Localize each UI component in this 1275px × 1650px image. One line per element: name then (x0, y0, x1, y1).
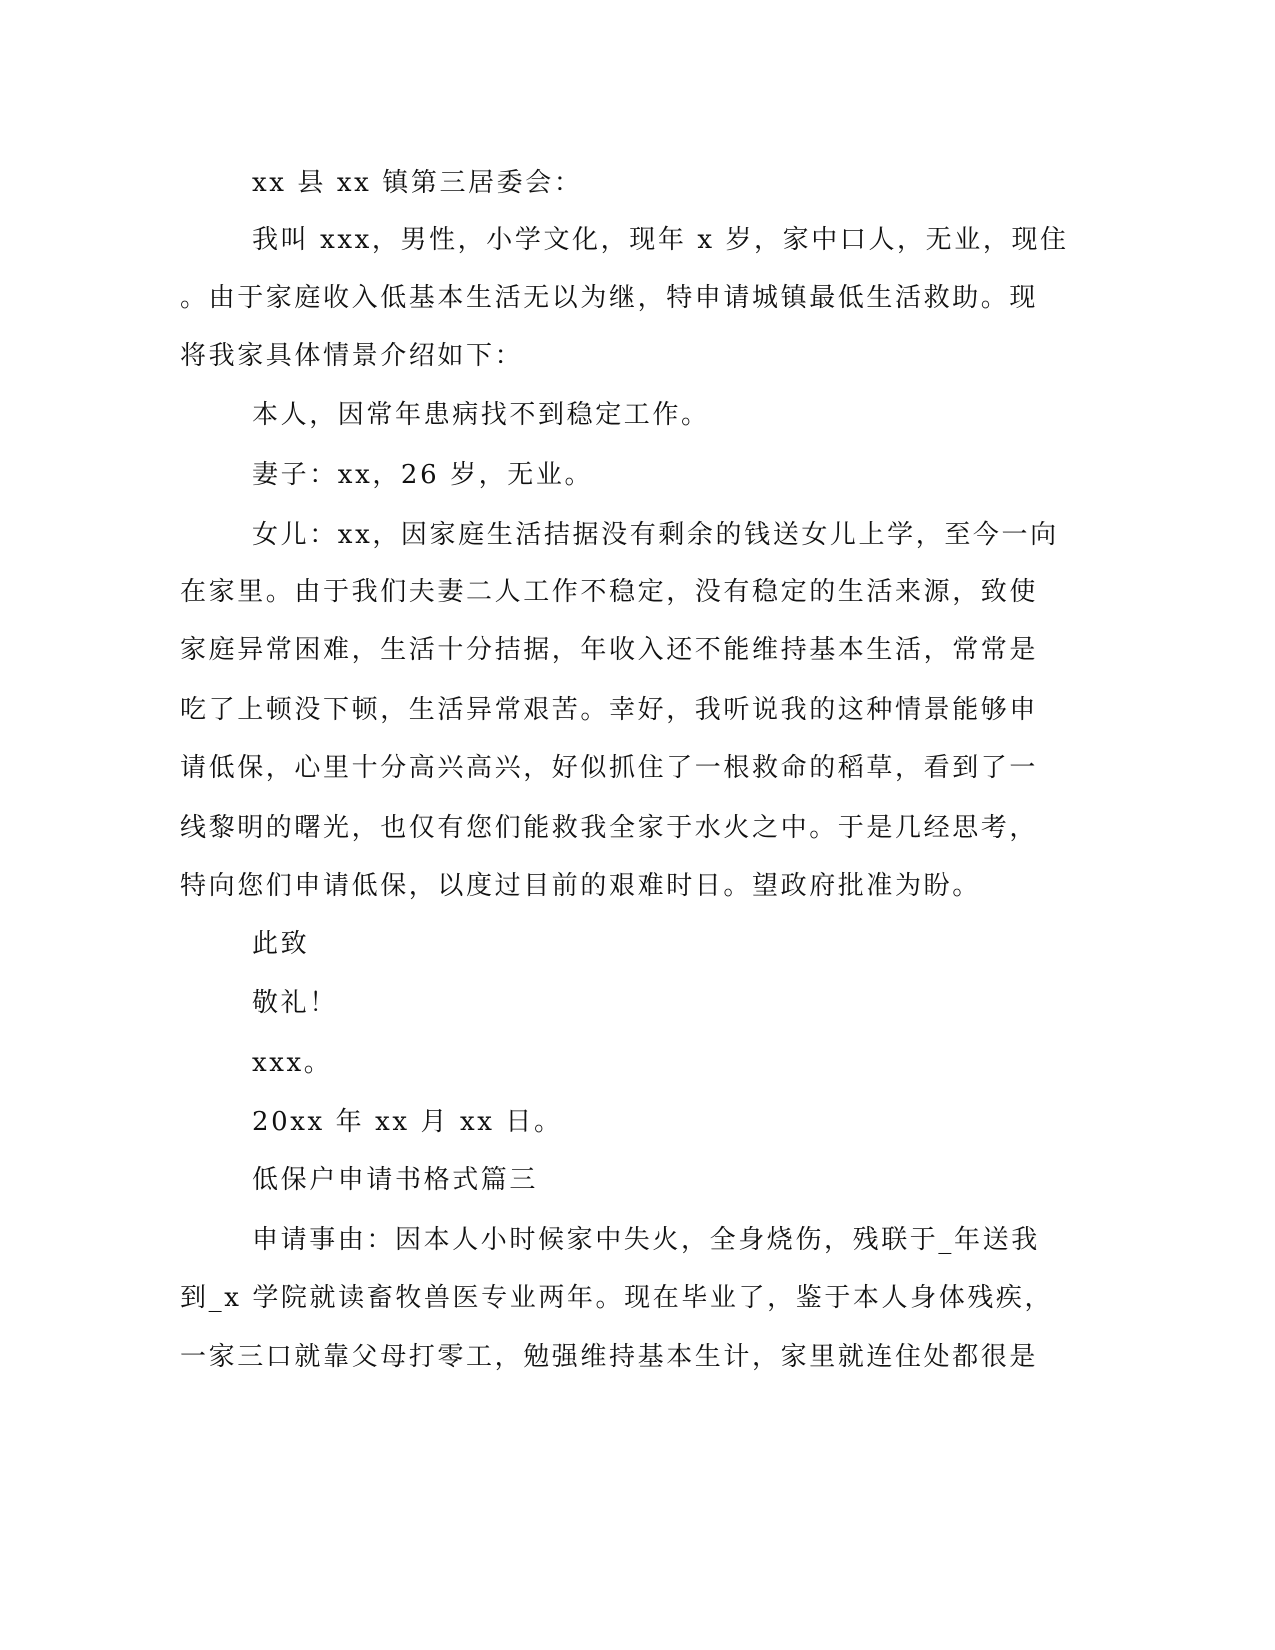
body-line: 我叫 xxx，男性，小学文化，现年 x 岁，家中口人，无业，现住 (252, 225, 1069, 255)
body-line: 请低保，心里十分高兴高兴，好似抓住了一根救命的稻草，看到了一 (180, 753, 1039, 783)
body-line: 吃了上顿没下顿，生活异常艰苦。幸好，我听说我的这种情景能够申 (180, 695, 1039, 725)
body-line: 线黎明的曙光，也仅有您们能救我全家于水火之中。于是几经思考， (180, 813, 1039, 843)
signature-line: xxx。 (252, 1048, 333, 1078)
body-line: 女儿：xx，因家庭生活拮据没有剩余的钱送女儿上学，至今一向 (252, 520, 1059, 550)
date-line: 20xx 年 xx 月 xx 日。 (252, 1107, 563, 1137)
closing-line: 此致 (252, 929, 310, 959)
body-line: 本人，因常年患病找不到稳定工作。 (252, 400, 710, 430)
body-line: 。由于家庭收入低基本生活无以为继，特申请城镇最低生活救助。现 (180, 283, 1039, 313)
body-line: 妻子：xx，26 岁，无业。 (252, 460, 594, 490)
section-heading: 低保户申请书格式篇三 (252, 1165, 539, 1195)
body-line: 特向您们申请低保，以度过目前的艰难时日。望政府批准为盼。 (180, 871, 981, 901)
body-line: 在家里。由于我们夫妻二人工作不稳定，没有稳定的生活来源，致使 (180, 577, 1039, 607)
closing-salute-line: 敬礼！ (252, 988, 338, 1018)
body-line: 家庭异常困难，生活十分拮据，年收入还不能维持基本生活，常常是 (180, 635, 1039, 665)
addressee-line: xx 县 xx 镇第三居委会： (252, 168, 583, 198)
body-line: 将我家具体情景介绍如下： (180, 341, 524, 371)
body-line: 到_x 学院就读畜牧兽医专业两年。现在毕业了，鉴于本人身体残疾， (180, 1283, 1054, 1313)
body-line: 一家三口就靠父母打零工，勉强维持基本生计，家里就连住处都很是 (180, 1342, 1039, 1372)
body-line: 申请事由：因本人小时候家中失火，全身烧伤，残联于_年送我 (252, 1225, 1040, 1255)
